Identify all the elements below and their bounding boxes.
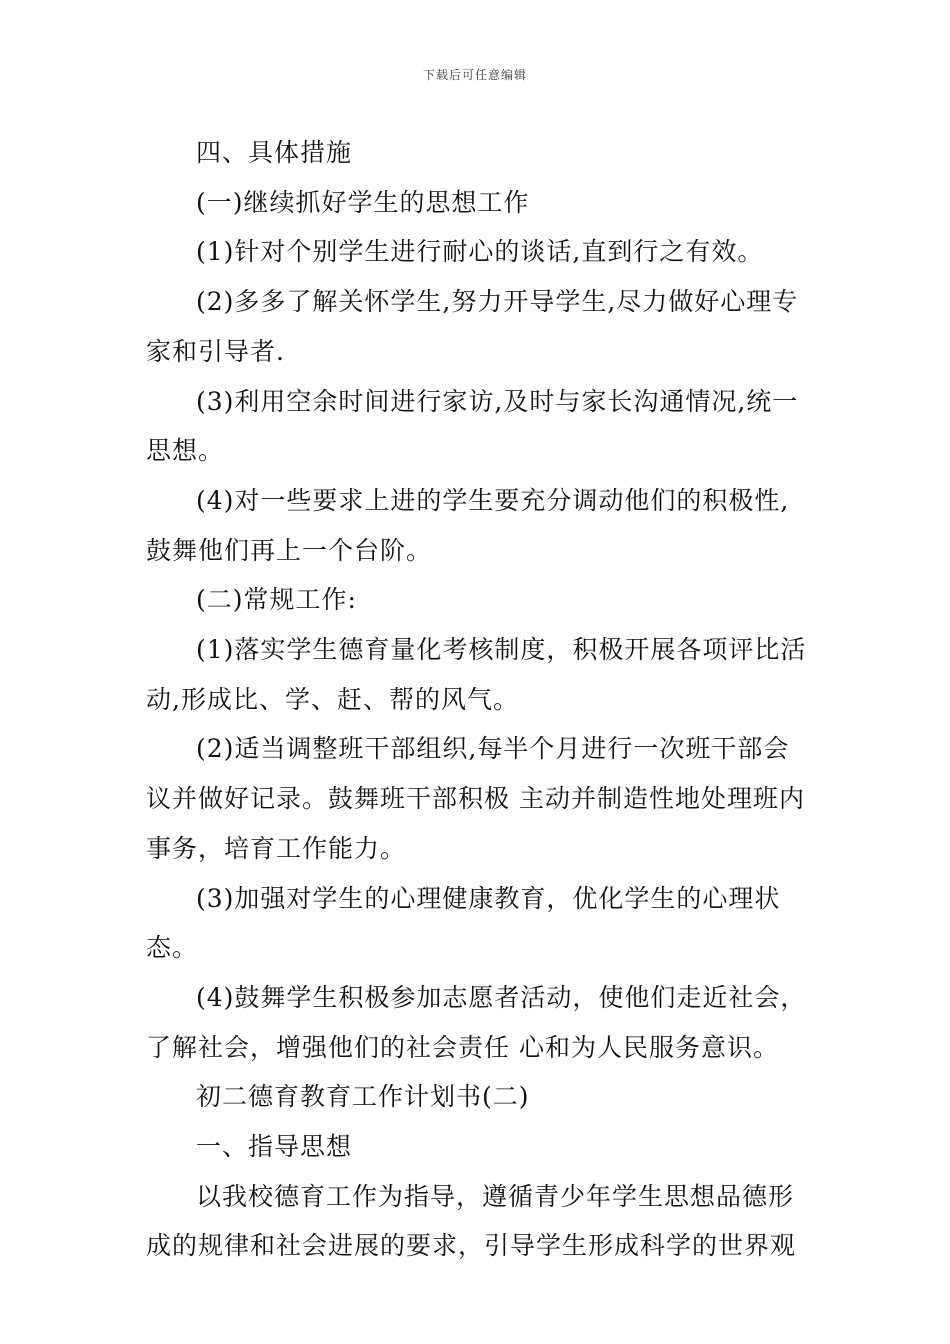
paragraph-routine-4: (4)鼓舞学生积极参加志愿者活动，使他们走近社会，了解社会，增强他们的社会责任 心和为人民服务意识。 [146,982,807,1062]
paragraph-item-3: (3)利用空余时间进行家访,及时与家长沟通情况,统一思想。 [146,386,799,466]
subheading-routine-work: (二)常规工作: [196,585,357,615]
paragraph-routine-2: (2)适当调整班干部组织,每半个月进行一次班干部会议并做好记录。鼓舞班干部积极 主动并制造性地处理班内事务，培育工作能力。 [146,734,805,863]
section-heading-guiding-thought: 一、指导思想 [196,1132,353,1162]
page-header: 下载后可任意编辑 [422,68,527,82]
subheading-thought-work: (一)继续抓好学生的思想工作 [196,187,530,217]
section-heading-measures: 四、具体措施 [196,138,353,167]
document-subtitle: 初二德育教育工作计划书(二) [196,1082,530,1112]
paragraph-routine-1: (1)落实学生德育量化考核制度，积极开展各项评比活动,形成比、学、赶、帮的风气。 [146,635,807,714]
paragraph-routine-3: (3)加强对学生的心理健康教育，优化学生的心理状态。 [146,883,781,963]
paragraph-item-4: (4)对一些要求上进的学生要充分调动他们的积极性,鼓舞他们再上一个台阶。 [146,485,790,565]
paragraph-item-1: (1)针对个别学生进行耐心的谈话,直到行之有效。 [196,237,764,267]
paragraph-guiding-thought: 以我校德育工作为指导，遵循青少年学生思想品德形成的规律和社会进展的要求，引导学生形成科学的世界观 [146,1181,797,1261]
paragraph-item-2: (2)多多了解关怀学生,努力开导学生,尽力做好心理专家和引导者. [146,287,799,366]
document-body [146,128,812,1271]
